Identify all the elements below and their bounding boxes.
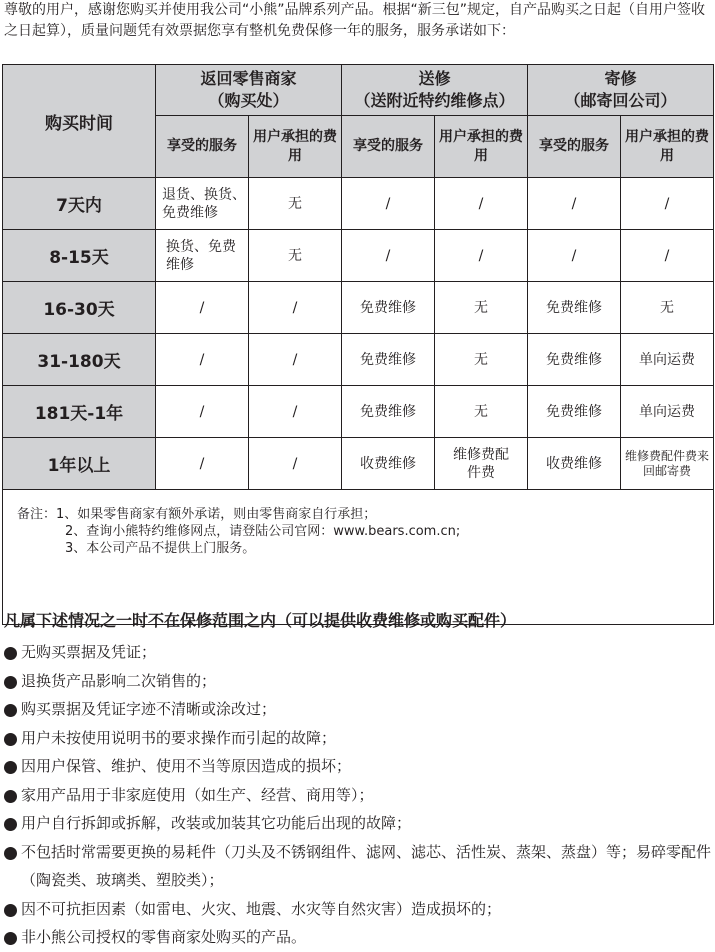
header-group-mail-in: [528, 65, 714, 116]
table-cell: 无: [435, 334, 528, 386]
subheader-cost: 用户承担的费用: [249, 116, 342, 178]
row-period: 31-180天: [3, 334, 156, 386]
table-cell: 免费维修: [528, 282, 621, 334]
table-cell: /: [435, 230, 528, 282]
table-cell: /: [621, 230, 714, 282]
list-item-text: 因用户保管、维护、使用不当等原因造成的损坏；: [21, 757, 352, 775]
table-cell: /: [249, 334, 342, 386]
bullet-icon: [4, 761, 17, 774]
warranty-table: [2, 64, 714, 625]
list-item: [4, 724, 712, 753]
table-cell: 免费维修: [528, 334, 621, 386]
table-row: [3, 282, 714, 334]
group-title: 寄修: [604, 69, 637, 88]
list-item-text: 无购买票据及凭证；: [21, 643, 157, 661]
list-item-text: 退换货产品影响二次销售的；: [21, 671, 217, 690]
table-cell: /: [156, 438, 249, 490]
table-row: [3, 334, 714, 386]
row-period: 16-30天: [3, 282, 156, 334]
bullet-icon: [4, 932, 17, 945]
list-item: [4, 695, 712, 724]
table-cell: 单向运费: [621, 334, 714, 386]
list-item-text: 用户未按使用说明书的要求操作而引起的故障；: [21, 728, 337, 747]
table-cell: 无: [435, 282, 528, 334]
header-group-retailer: [156, 65, 342, 116]
list-item-text: 家用产品用于非家庭使用（如生产、经营、商用等）；: [21, 785, 374, 804]
note-line: 2、查询小熊特约维修网点，请登陆公司官网：www.bears.com.cn;: [65, 524, 461, 539]
bullet-icon: [4, 647, 17, 660]
table-cell: /: [156, 282, 249, 334]
table-cell: /: [342, 178, 435, 230]
group-title: 送修: [418, 69, 451, 88]
list-item: [4, 923, 712, 952]
table-cell: 免费维修: [342, 386, 435, 438]
subheader-cost: 用户承担的费用: [621, 116, 714, 178]
subheader-service: 享受的服务: [528, 116, 621, 178]
table-cell: 无: [435, 386, 528, 438]
table-cell: /: [249, 282, 342, 334]
table-cell: 维修费配件费: [435, 438, 528, 490]
table-cell: /: [621, 178, 714, 230]
row-period: 181天-1年: [3, 386, 156, 438]
group-title: 返回零售商家: [200, 69, 297, 88]
exclusions-title: 凡属下述情况之一时不在保修范围之内（可以提供收费维修或购买配件）: [4, 611, 517, 630]
table-cell: /: [249, 438, 342, 490]
table-cell: 换货、免费维修: [156, 230, 249, 282]
list-item-text: 用户自行拆卸或拆解，改装或加装其它功能后出现的故障；: [21, 814, 412, 832]
table-cell: 单向运费: [621, 386, 714, 438]
table-row: [3, 178, 714, 230]
list-item: [4, 781, 712, 810]
list-item-text: 非小熊公司授权的零售商家处购买的产品。: [21, 928, 307, 946]
bullet-icon: [4, 847, 17, 860]
row-period: 1年以上: [3, 438, 156, 490]
list-item: [4, 667, 712, 696]
table-cell: 收费维修: [528, 438, 621, 490]
table-cell: 免费维修: [528, 386, 621, 438]
subheader-service: 享受的服务: [156, 116, 249, 178]
list-item: [4, 752, 712, 781]
intro-paragraph: 尊敬的用户，感谢您购买并使用我公司“小熊”品牌系列产品。根据“新三包”规定，自产品购买之日起（自用户签收之日起算），质量问题凭有效票据您享有整机免费保修一年的服务，服务承诺如下：: [4, 2, 706, 39]
notes-row: [3, 490, 714, 625]
list-item-text: 因不可抗拒因素（如雷电、火灾、地震、水灾等自然灾害）造成损坏的；: [21, 899, 502, 918]
list-item-text: 不包括时常需要更换的易耗件（刀头及不锈钢组件、滤网、滤芯、活性炭、蒸架、蒸盘）等；易碎零配件（陶瓷类、玻璃类、塑胶类）；: [21, 842, 712, 889]
bullet-icon: [4, 733, 17, 746]
table-cell: /: [435, 178, 528, 230]
list-item: [4, 895, 712, 924]
bullet-icon: [4, 676, 17, 689]
table-cell: /: [528, 230, 621, 282]
header-group-repair-center: [342, 65, 528, 116]
list-item: [4, 638, 712, 667]
list-item: [4, 809, 712, 838]
table-cell: /: [156, 334, 249, 386]
group-subtitle: （送附近特约维修点）: [354, 91, 515, 110]
row-period: 8-15天: [3, 230, 156, 282]
exclusions-list: [4, 638, 712, 952]
table-cell: 无: [249, 230, 342, 282]
subheader-cost: 用户承担的费用: [435, 116, 528, 178]
table-cell: /: [342, 230, 435, 282]
table-cell: /: [249, 386, 342, 438]
row-period: 7天内: [3, 178, 156, 230]
table-row: [3, 230, 714, 282]
list-item: [4, 838, 712, 895]
bullet-icon: [4, 790, 17, 803]
table-cell: 免费维修: [342, 282, 435, 334]
group-subtitle: （购买处）: [208, 91, 289, 110]
bullet-icon: [4, 904, 17, 917]
table-cell: 免费维修: [342, 334, 435, 386]
table-cell: 维修费配件费来回邮寄费: [621, 438, 714, 490]
table-cell: 退货、换货、免费维修: [156, 178, 249, 230]
note-line: 3、本公司产品不提供上门服务。: [65, 541, 256, 556]
bullet-icon: [4, 818, 17, 831]
table-row: [3, 386, 714, 438]
table-cell: 无: [621, 282, 714, 334]
note-line: 备注：1、如果零售商家有额外承诺，则由零售商家自行承担；: [17, 507, 377, 522]
table-cell: /: [156, 386, 249, 438]
list-item-text: 购买票据及凭证字迹不清晰或涂改过；: [21, 700, 277, 718]
table-cell: 无: [249, 178, 342, 230]
table-row: [3, 438, 714, 490]
group-subtitle: （邮寄回公司）: [564, 91, 677, 110]
table-cell: 收费维修: [342, 438, 435, 490]
bullet-icon: [4, 704, 17, 717]
header-purchase-time: 购买时间: [3, 65, 156, 178]
subheader-service: 享受的服务: [342, 116, 435, 178]
table-cell: /: [528, 178, 621, 230]
notes: [3, 490, 714, 625]
